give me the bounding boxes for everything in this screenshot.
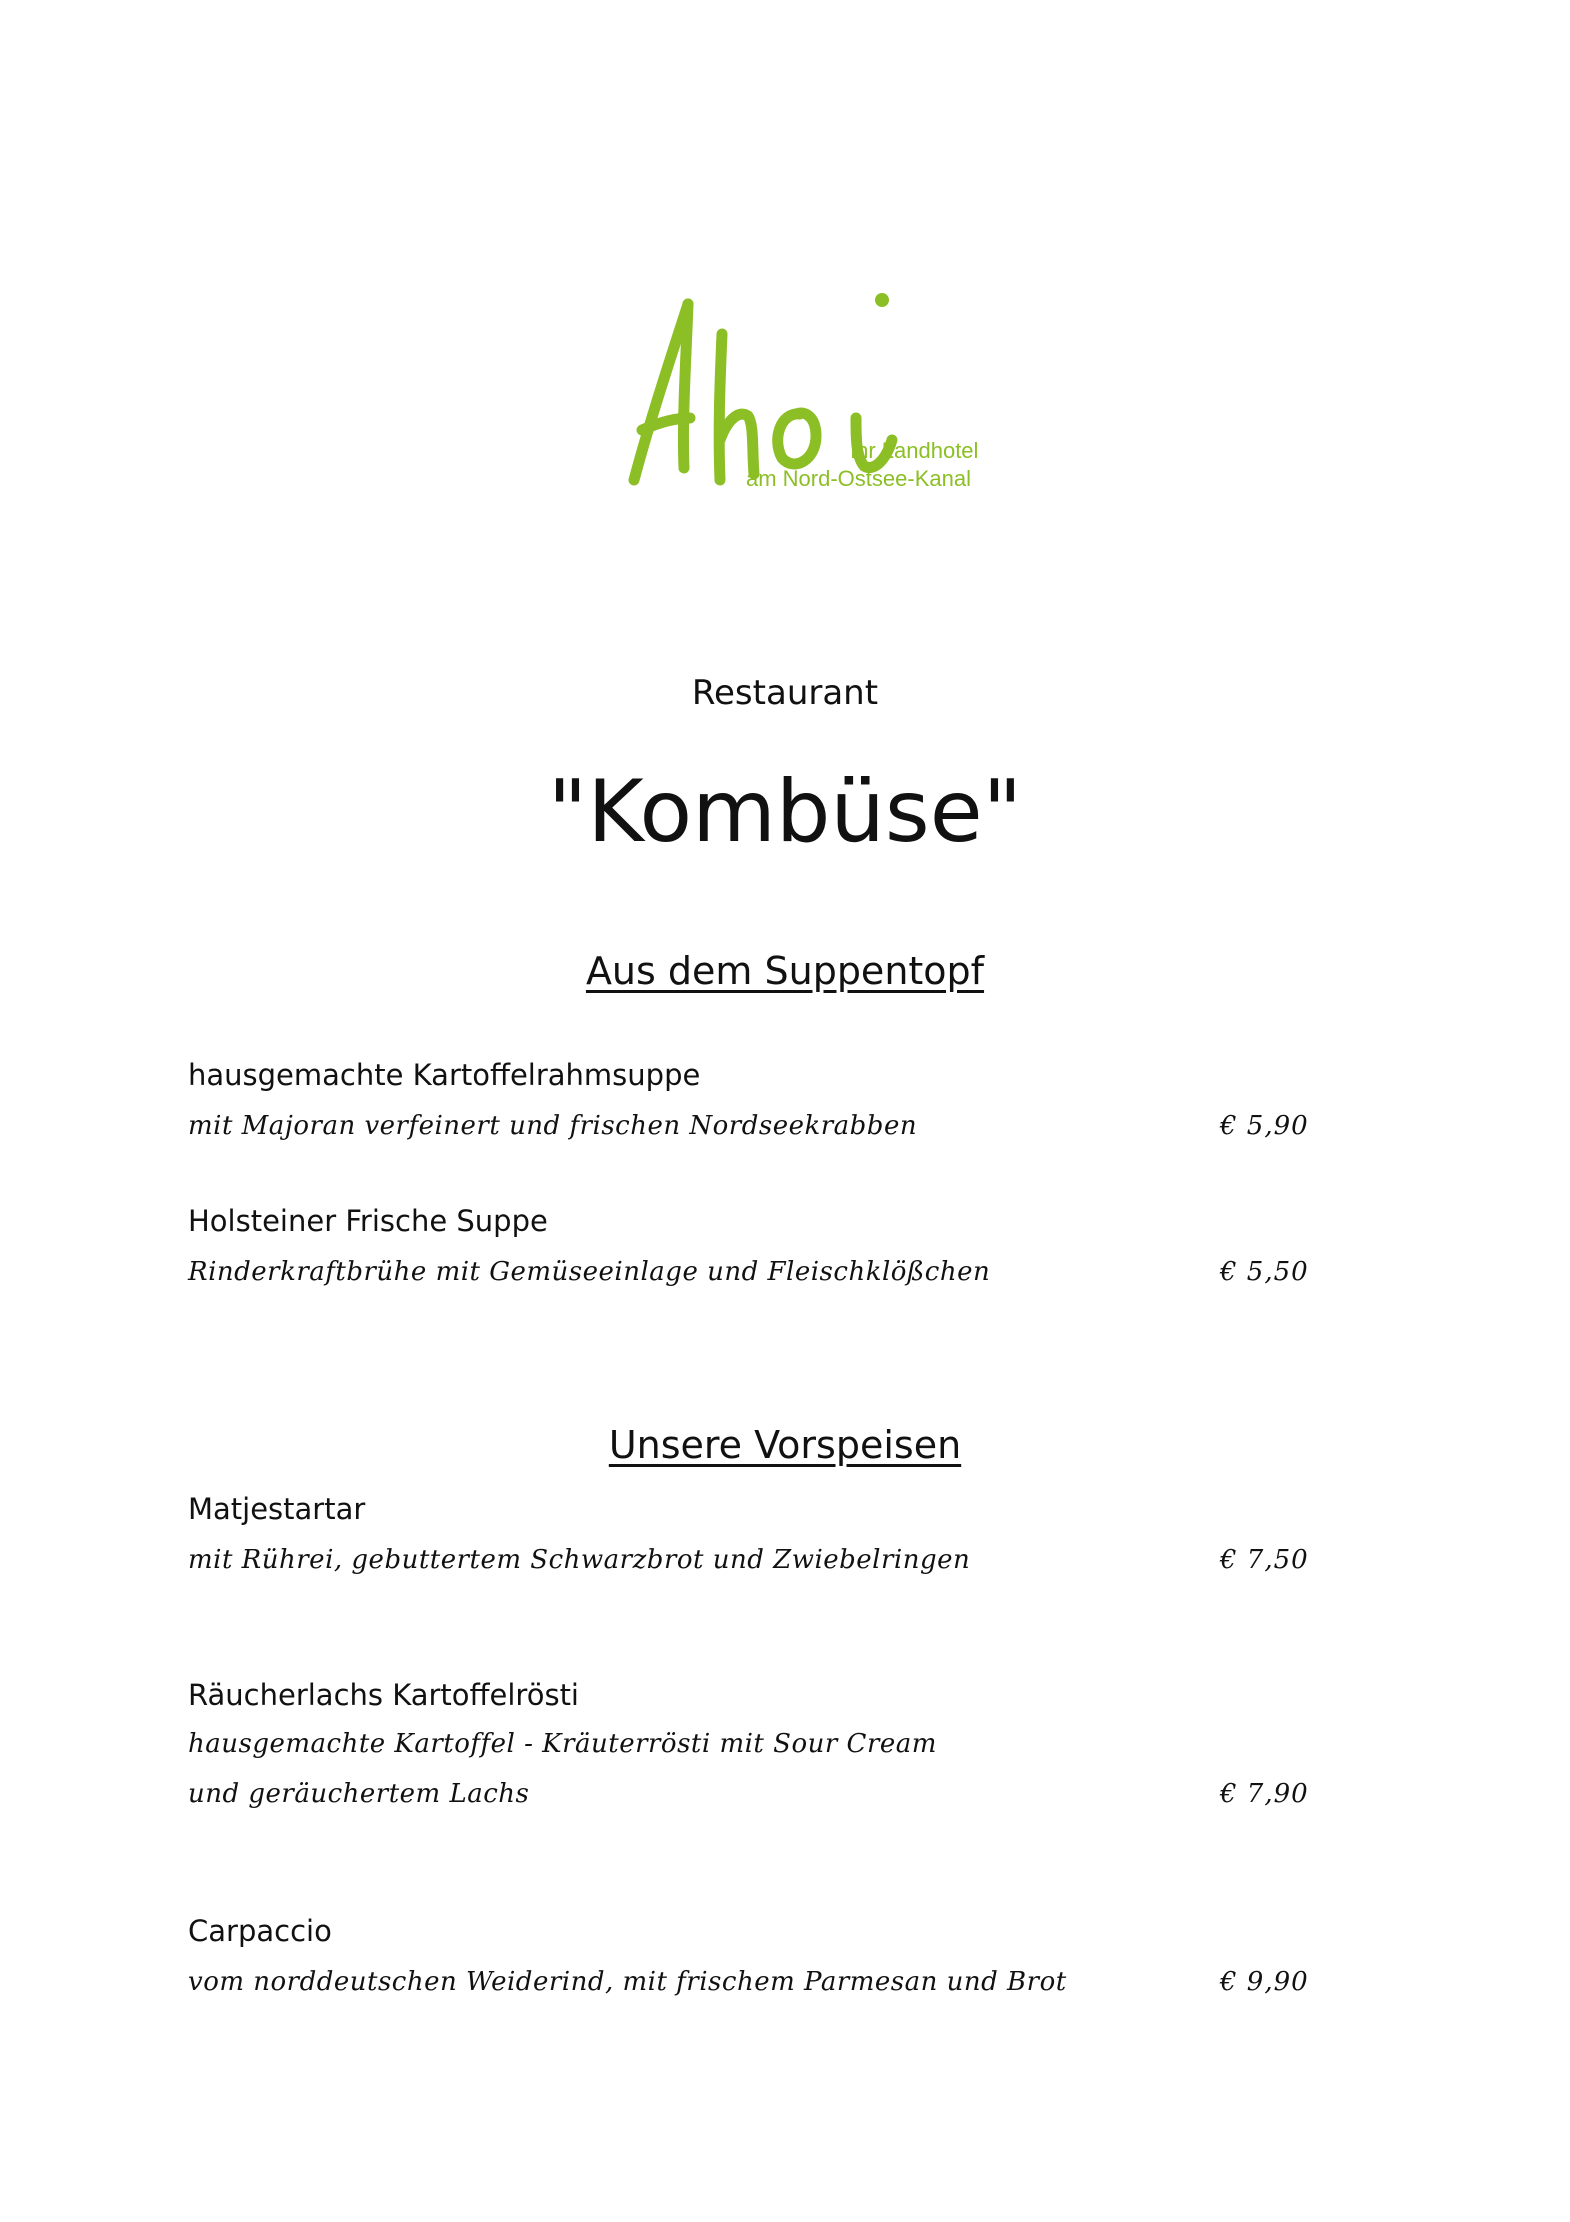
menu-item-name: Matjestartar bbox=[188, 1492, 366, 1526]
hotel-logo bbox=[620, 290, 1000, 505]
menu-item-description: hausgemachte Kartoffel - Kräuterrösti mit Sour Cream bbox=[188, 1729, 937, 1759]
restaurant-name: "Kombüse" bbox=[547, 762, 1023, 862]
menu-item-description: Rinderkraftbrühe mit Gemüseeinlage und Fleischklößchen bbox=[188, 1257, 991, 1287]
menu-item-description: vom norddeutschen Weiderind, mit frischem Parmesan und Brot bbox=[188, 1967, 1067, 1997]
logo-tagline-line1: Ihr Landhotel bbox=[850, 438, 979, 463]
menu-item-description: mit Majoran verfeinert und frischen Nordseekrabben bbox=[188, 1111, 918, 1141]
menu-item-description: und geräuchertem Lachs bbox=[188, 1779, 530, 1809]
menu-item-price: € 9,90 bbox=[1220, 1967, 1309, 1997]
menu-item-price: € 7,90 bbox=[1220, 1779, 1309, 1809]
menu-item-name: hausgemachte Kartoffelrahmsuppe bbox=[188, 1058, 701, 1092]
menu-item-description: mit Rührei, gebuttertem Schwarzbrot und Zwiebelringen bbox=[188, 1545, 971, 1575]
menu-item-price: € 5,50 bbox=[1220, 1257, 1309, 1287]
menu-item-price: € 7,50 bbox=[1220, 1545, 1309, 1575]
menu-item-name: Carpaccio bbox=[188, 1914, 332, 1948]
menu-item-price: € 5,90 bbox=[1220, 1111, 1309, 1141]
logo-tagline-line2: am Nord-Ostsee-Kanal bbox=[746, 466, 971, 491]
restaurant-label: Restaurant bbox=[691, 673, 879, 713]
section-title-starters: Unsere Vorspeisen bbox=[608, 1423, 962, 1467]
section-title-soups: Aus dem Suppentopf bbox=[585, 949, 985, 993]
menu-item-name: Räucherlachs Kartoffelrösti bbox=[188, 1678, 579, 1712]
menu-item-name: Holsteiner Frische Suppe bbox=[188, 1204, 548, 1238]
